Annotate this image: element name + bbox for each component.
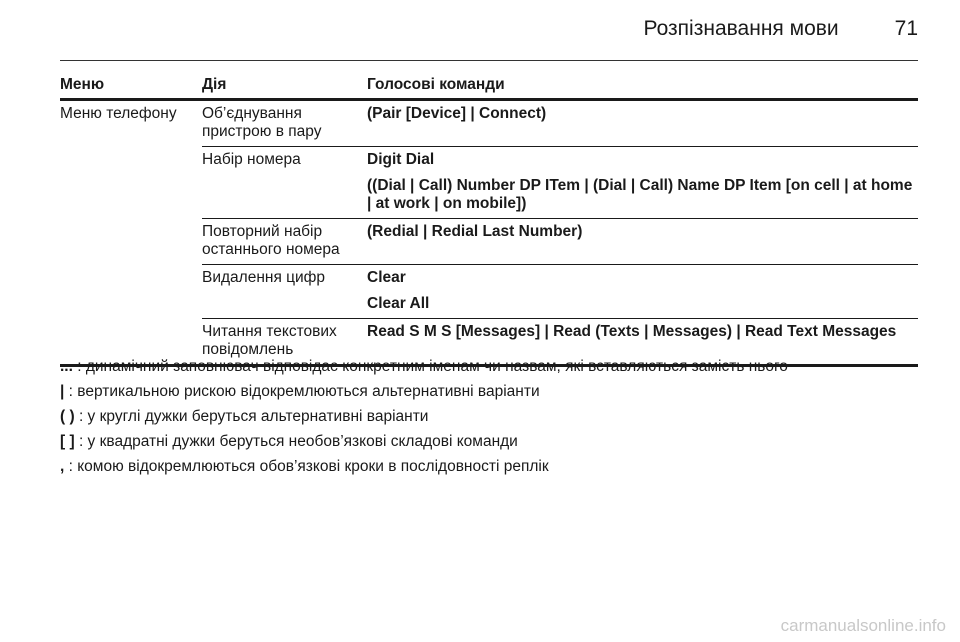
legend-item — [60, 458, 918, 476]
voice-command: Clear All — [367, 295, 430, 312]
voice-command: (Redial | Redial Last Number) — [367, 223, 583, 240]
row-commands — [367, 265, 918, 319]
row-action: Повторний набір останнього номера — [202, 219, 367, 265]
row-commands — [367, 100, 918, 147]
syntax-legend — [60, 358, 918, 483]
table-row — [60, 265, 918, 319]
legend-item — [60, 383, 918, 401]
header-rule — [60, 60, 918, 61]
page-header — [60, 14, 918, 44]
legend-symbol: ( ) — [60, 408, 75, 425]
column-header-commands: Голосові команди — [367, 72, 918, 100]
legend-item — [60, 433, 918, 451]
legend-symbol: ... — [60, 358, 73, 375]
row-menu — [60, 219, 202, 265]
row-menu — [60, 147, 202, 219]
column-header-action: Дія — [202, 72, 367, 100]
table-row — [60, 100, 918, 147]
legend-text: : динамічний заповнювач відповідає конкретним іменам чи назвам, які вставляються замість нього — [72, 358, 788, 375]
row-action: Читання текстових повідомлень — [202, 319, 367, 366]
voice-command: Clear — [367, 269, 406, 286]
row-menu: Меню телефону — [60, 105, 177, 122]
legend-text: : у квадратні дужки беруться необов’язкові складові команди — [74, 433, 518, 450]
voice-command: ((Dial | Call) Number DP ITem | (Dial | Call) Name DP Item [on cell | at home | at work | on mobile]) — [367, 177, 913, 212]
voice-command: Digit Dial — [367, 151, 435, 168]
page-title: Розпізнавання мови — [643, 17, 839, 40]
voice-command: Read S M S [Messages] | Read (Texts | Messages) | Read Text Messages — [367, 323, 897, 340]
legend-text: : у круглі дужки беруться альтернативні варіанти — [74, 408, 429, 425]
legend-symbol: , — [60, 458, 65, 475]
row-commands — [367, 219, 918, 265]
row-commands — [367, 147, 918, 219]
row-action: Набір номера — [202, 147, 367, 219]
row-menu — [60, 265, 202, 319]
legend-item — [60, 408, 918, 426]
legend-item — [60, 358, 918, 376]
row-action: Об’єднування пристрою в пару — [202, 105, 322, 140]
legend-text: : вертикальною рискою відокремлюються альтернативні варіанти — [64, 383, 540, 400]
table-row — [60, 147, 918, 219]
table-header-row — [60, 72, 918, 100]
watermark: carmanualsonline.info — [780, 616, 946, 635]
voice-commands-table — [60, 72, 918, 367]
table-row — [60, 219, 918, 265]
page-number: 71 — [894, 17, 918, 40]
row-action: Видалення цифр — [202, 265, 367, 319]
voice-command: (Pair [Device] | Connect) — [367, 105, 547, 122]
column-header-menu: Меню — [60, 72, 202, 100]
legend-symbol: [ ] — [60, 433, 75, 450]
legend-symbol: | — [60, 383, 65, 400]
legend-text: : комою відокремлюються обов’язкові кроки в послідовності реплік — [64, 458, 549, 475]
